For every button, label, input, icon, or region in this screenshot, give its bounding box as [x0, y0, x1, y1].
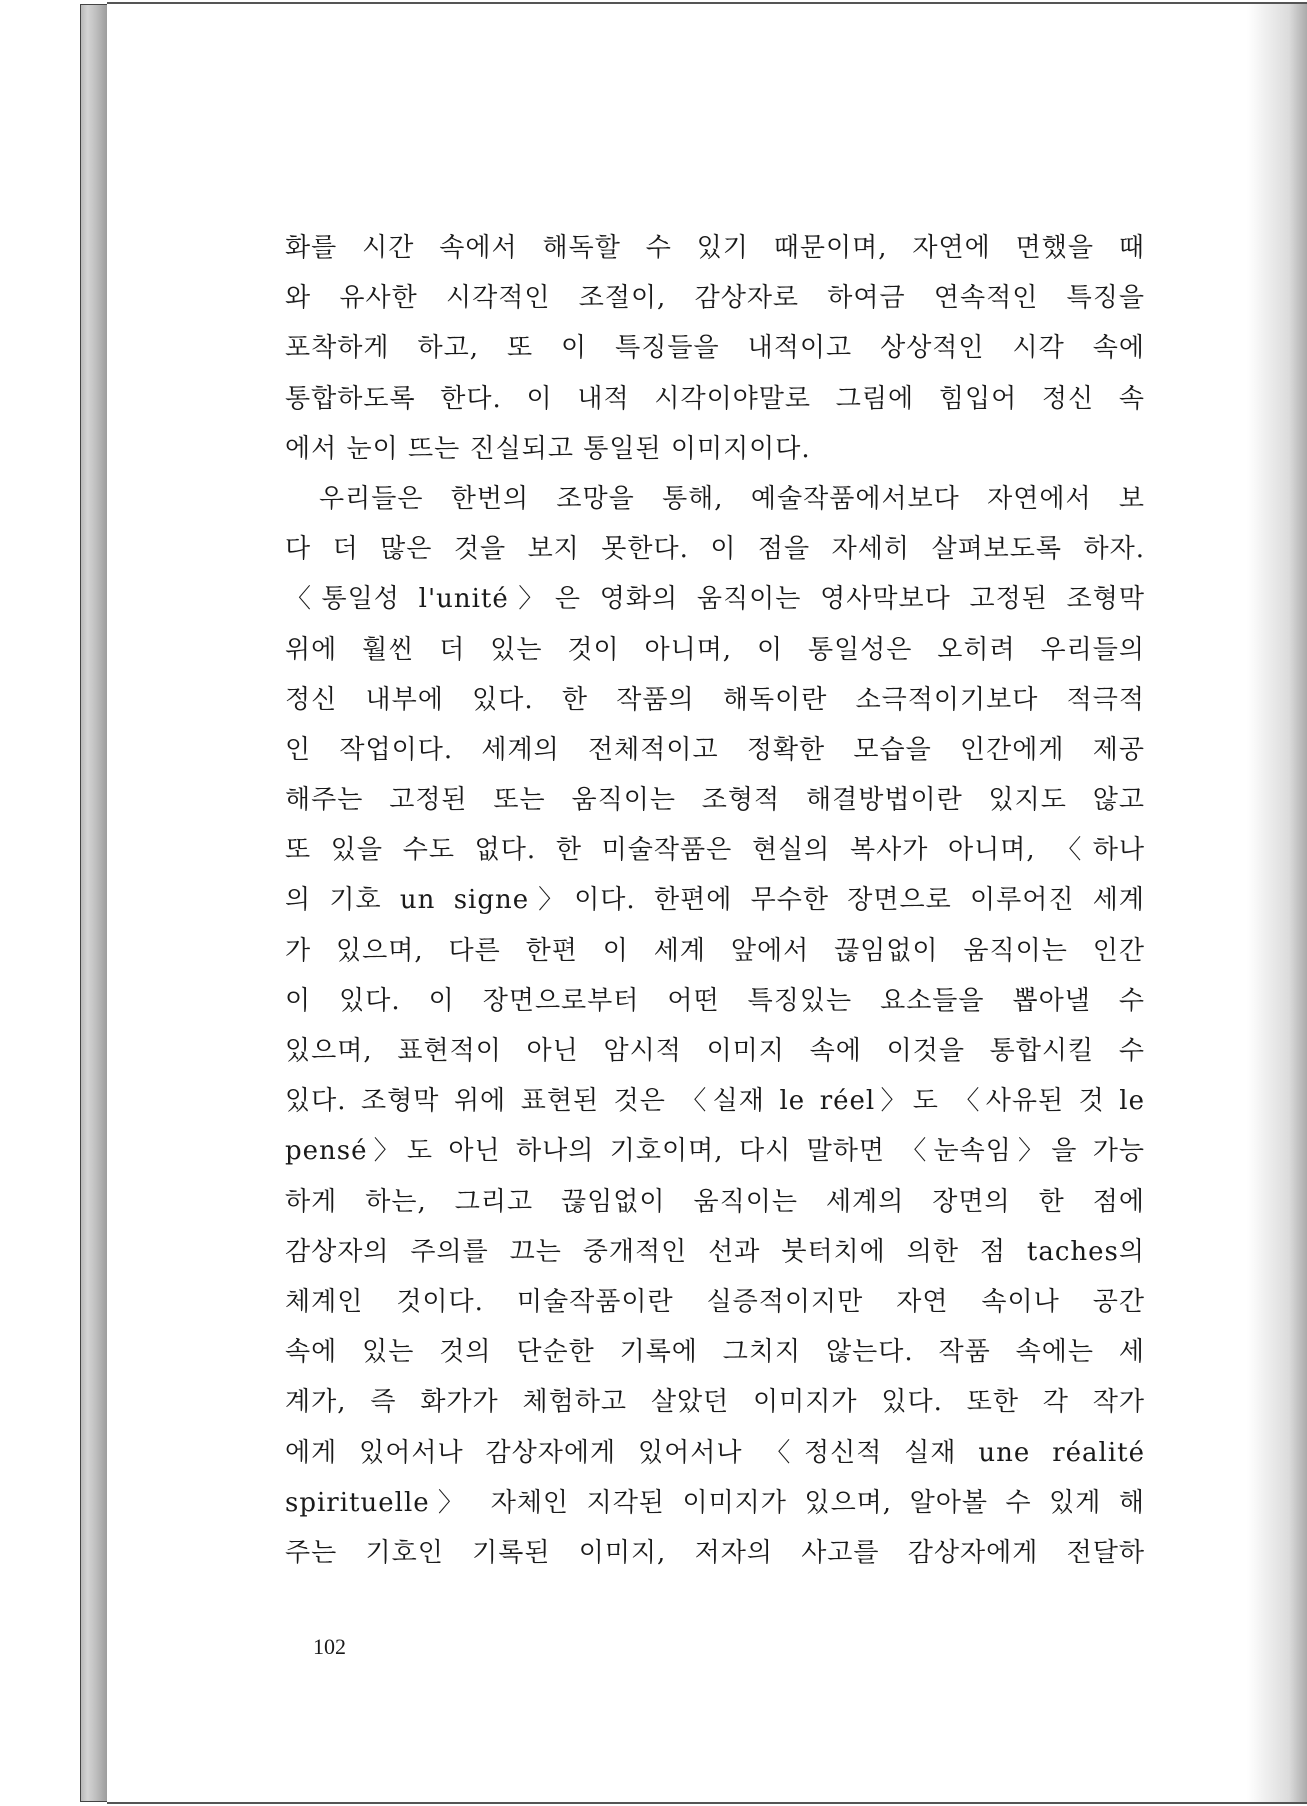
text-line: 가 있으며, 다른 한편 이 세계 앞에서 끊임없이 움직이는 인간	[285, 935, 1145, 966]
text-line: 인 작업이다. 세계의 전체적이고 정확한 모습을 인간에게 제공	[285, 734, 1145, 765]
text-line: 포착하게 하고, 또 이 특징들을 내적이고 상상적인 시각 속에	[285, 333, 1145, 364]
text-line: 의 기호 un signe〉이다. 한편에 무수한 장면으로 이루어진 세계	[285, 885, 1145, 916]
text-line: 계가, 즉 화가가 체험하고 살았던 이미지가 있다. 또한 각 작가	[285, 1387, 1145, 1418]
text-line: 〈통일성 l'unité〉은 영화의 움직이는 영사막보다 고정된 조형막	[285, 584, 1145, 615]
text-line: pensé〉도 아닌 하나의 기호이며, 다시 말하면 〈눈속임〉을 가능	[285, 1136, 1145, 1167]
text-line: 다 더 많은 것을 보지 못한다. 이 점을 자세히 살펴보도록 하자.	[285, 534, 1145, 565]
text-line: 체계인 것이다. 미술작품이란 실증적이지만 자연 속이나 공간	[285, 1286, 1145, 1317]
text-line: 또 있을 수도 없다. 한 미술작품은 현실의 복사가 아니며, 〈하나	[285, 835, 1145, 866]
text-line: 있다. 조형막 위에 표현된 것은 〈실재 le réel〉도 〈사유된 것 le	[285, 1086, 1145, 1117]
text-line: 하게 하는, 그리고 끊임없이 움직이는 세계의 장면의 한 점에	[285, 1186, 1145, 1217]
text-line: 에게 있어서나 감상자에게 있어서나 〈정신적 실재 une réalité	[285, 1437, 1145, 1468]
text-line: 있으며, 표현적이 아닌 암시적 이미지 속에 이것을 통합시킬 수	[285, 1036, 1145, 1066]
text-line: 와 유사한 시각적인 조절이, 감상자로 하여금 연속적인 특징을	[285, 283, 1145, 314]
text-line: 통합하도록 한다. 이 내적 시각이야말로 그림에 힘입어 정신 속	[285, 383, 1145, 414]
text-line: 화를 시간 속에서 해독할 수 있기 때문이며, 자연에 면했을 때	[285, 233, 1145, 263]
text-line: 주는 기호인 기록된 이미지, 저자의 사고를 감상자에게 전달하	[285, 1537, 1145, 1568]
text-line: spirituelle〉 자체인 지각된 이미지가 있으며, 알아볼 수 있게 해	[285, 1487, 1145, 1518]
page-edge	[80, 4, 108, 1802]
text-line: 정신 내부에 있다. 한 작품의 해독이란 소극적이기보다 적극적	[285, 684, 1145, 715]
page-gutter-shadow	[1247, 4, 1307, 1802]
body-text	[285, 223, 1145, 1578]
text-line: 해주는 고정된 또는 움직이는 조형적 해결방법이란 있지도 않고	[285, 785, 1145, 816]
page-number: 102	[313, 1634, 346, 1659]
text-line: 위에 훨씬 더 있는 것이 아니며, 이 통일성은 오히려 우리들의	[285, 634, 1145, 665]
text-line: 에서 눈이 뜨는 진실되고 통일된 이미지이다.	[285, 433, 811, 464]
text-line: 속에 있는 것의 단순한 기록에 그치지 않는다. 작품 속에는 세	[285, 1337, 1145, 1368]
text-line: 감상자의 주의를 끄는 중개적인 선과 붓터치에 의한 점 taches의	[285, 1236, 1145, 1267]
text-line: 이 있다. 이 장면으로부터 어떤 특징있는 요소들을 뽑아낼 수	[285, 985, 1145, 1016]
text-line: 우리들은 한번의 조망을 통해, 예술작품에서보다 자연에서 보	[319, 483, 1145, 514]
